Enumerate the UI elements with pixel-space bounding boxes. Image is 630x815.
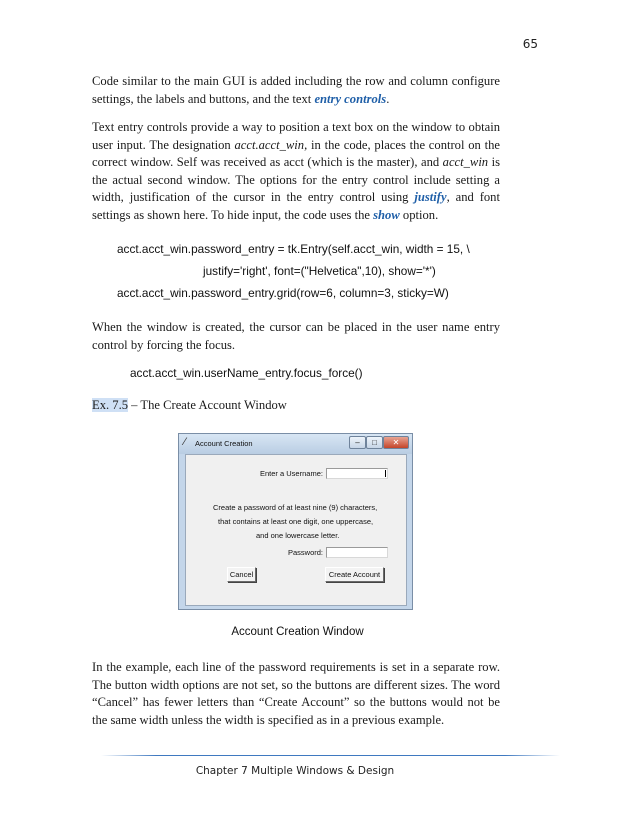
cancel-button[interactable]: Cancel [227, 567, 256, 582]
code-focus-force: acct.acct_win.userName_entry.focus_force() [130, 366, 363, 380]
text-segment: is the actual second window. The options for the entry control include setting a width, justification of the cursor in the entry control using [92, 155, 500, 205]
maximize-icon[interactable]: □ [366, 436, 383, 449]
text-segment: Text entry controls provide a way to position a text box on the window to obtain user input. The designation [92, 120, 500, 152]
page-number: 65 [522, 37, 538, 51]
window-titlebar [179, 434, 412, 454]
text-segment: in the code, places the control on the correct window. Self was received as acct (which is the master), and [92, 137, 500, 170]
window-client-area [185, 454, 407, 606]
tk-feather-icon: ⁄ [184, 436, 186, 448]
text-segment: option. [399, 207, 439, 222]
paragraph-entry-controls [92, 119, 500, 225]
password-requirement-line-1: Create a password of at least nine (9) characters, [213, 503, 378, 512]
term-acct-win: acct_win [442, 155, 489, 170]
text-segment: , and font settings as shown here. To hide input, the code uses the [92, 190, 500, 222]
intro-end: . [386, 91, 390, 106]
account-creation-window-screenshot [178, 433, 413, 610]
figure-caption: Account Creation Window [231, 626, 364, 638]
example-label: Ex. 7.5 [92, 398, 129, 412]
code-line-1: acct.acct_win.password_entry = tk.Entry(self.acct_win, width = 15, \ [117, 242, 470, 256]
username-input[interactable] [326, 468, 388, 479]
password-label: Password: [288, 548, 324, 557]
term-show: show [373, 207, 400, 222]
password-requirement-line-3: and one lowercase letter. [256, 531, 340, 540]
chapter-footer: Chapter 7 Multiple Windows & Design [195, 765, 395, 777]
minimize-icon[interactable]: – [349, 436, 366, 449]
close-icon[interactable]: ✕ [383, 436, 409, 449]
password-input[interactable] [326, 547, 388, 558]
paragraph-focus: When the window is created, the cursor can be placed in the user name entry control by forcing the focus. [92, 320, 500, 352]
example-heading [92, 398, 287, 413]
term-justify: justify [414, 190, 447, 205]
code-line-3: acct.acct_win.password_entry.grid(row=6, column=3, sticky=W) [117, 286, 449, 300]
window-title: Account Creation [195, 439, 253, 448]
create-account-button[interactable]: Create Account [325, 567, 384, 582]
paragraph-example-notes: In the example, each line of the password requirements is set in a separate row. The button width options are not set, so the buttons are different sizes. The word “Cancel” has fewer letters than “Create Account” so the buttons would not be the same width unless the width is specified as in a previous example. [92, 660, 500, 727]
term-entry-controls: entry controls [314, 91, 387, 106]
paragraph-intro [92, 73, 500, 108]
footer-divider [101, 755, 560, 756]
text-caret [385, 470, 386, 477]
term-acct-win-designation: acct.acct_win, [234, 137, 308, 152]
code-line-2: justify='right', font=("Helvetica",10), show='*') [203, 264, 436, 278]
example-title: – The Create Account Window [128, 398, 287, 412]
username-label: Enter a Username: [260, 469, 323, 478]
intro-text: Code similar to the main GUI is added including the row and column configure settings, the labels and buttons, and the text [92, 74, 500, 106]
password-requirement-line-2: that contains at least one digit, one uppercase, [218, 517, 374, 526]
